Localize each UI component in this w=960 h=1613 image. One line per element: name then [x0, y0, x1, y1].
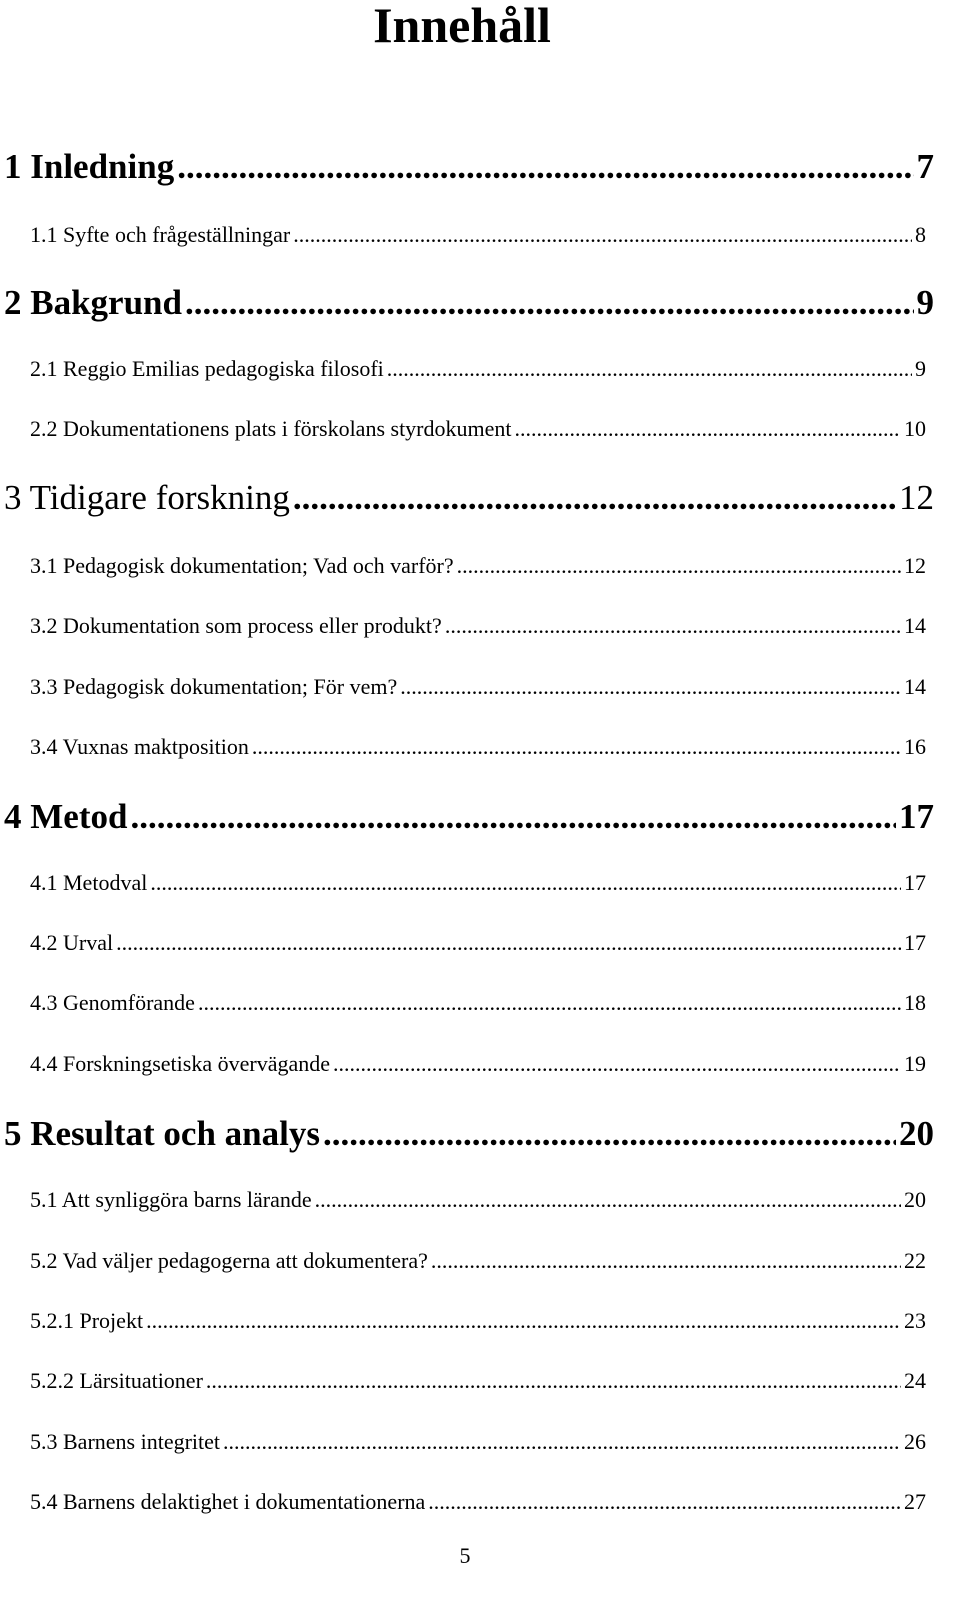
- toc-entry-page: 12: [904, 553, 926, 578]
- toc-entry-page: 20: [899, 1114, 934, 1153]
- toc-entry-label: 3.2 Dokumentation som process eller produkt?: [30, 613, 442, 638]
- toc-entry-page: 17: [899, 797, 934, 836]
- toc-entry-section-2-2[interactable]: [30, 416, 926, 442]
- toc-entry-section-1-1[interactable]: [30, 222, 926, 248]
- dot-leader: [387, 356, 912, 382]
- toc-entry-section-5-2-1[interactable]: [30, 1308, 926, 1334]
- toc-entry-page: 20: [904, 1187, 926, 1212]
- toc-entry-label: 2.1 Reggio Emilias pedagogiska filosofi: [30, 356, 384, 381]
- toc-entry-label: 1.1 Syfte och frågeställningar: [30, 222, 291, 247]
- toc-entry-label: 5.3 Barnens integritet: [30, 1429, 221, 1454]
- toc-entry-chapter-1[interactable]: [4, 147, 934, 187]
- dot-leader: [198, 990, 901, 1016]
- toc-entry-label: 4.2 Urval: [30, 930, 114, 955]
- toc-entry-label: 5.4 Barnens delaktighet i dokumentationerna: [30, 1489, 426, 1514]
- dot-leader: [252, 734, 901, 760]
- dot-leader: [177, 147, 913, 187]
- toc-entry-label: 4.3 Genomförande: [30, 990, 195, 1015]
- toc-entry-label: 4.4 Forskningsetiska övervägande: [30, 1051, 330, 1076]
- toc-entry-chapter-5[interactable]: [4, 1114, 934, 1154]
- toc-entry-page: 27: [904, 1489, 926, 1514]
- toc-entry-page: 26: [904, 1429, 926, 1454]
- toc-entry-page: 12: [899, 478, 934, 517]
- toc-entry-label: 3.4 Vuxnas maktposition: [30, 734, 249, 759]
- toc-entry-page: 19: [904, 1051, 926, 1076]
- toc-entry-section-5-4[interactable]: [30, 1489, 926, 1515]
- dot-leader: [150, 870, 901, 896]
- toc-entry-section-3-1[interactable]: [30, 553, 926, 579]
- toc-entry-label: 5.2.1 Projekt: [30, 1308, 144, 1333]
- toc-entry-page: 14: [904, 613, 926, 638]
- dot-leader: [206, 1368, 901, 1394]
- dot-leader: [515, 416, 902, 442]
- toc-entry-page: 7: [916, 147, 934, 186]
- dot-leader: [400, 674, 901, 700]
- toc-entry-page: 22: [904, 1248, 926, 1273]
- toc-entry-page: 24: [904, 1368, 926, 1393]
- toc-entry-section-4-3[interactable]: [30, 990, 926, 1016]
- toc-entry-label: 3.3 Pedagogisk dokumentation; För vem?: [30, 674, 398, 699]
- toc-entry-label: 2.2 Dokumentationens plats i förskolans styrdokument: [30, 416, 512, 441]
- toc-entry-label: 5.1 Att synliggöra barns lärande: [30, 1187, 312, 1212]
- dot-leader: [116, 930, 901, 956]
- toc-entry-page: 9: [916, 283, 934, 322]
- toc-entry-section-3-3[interactable]: [30, 674, 926, 700]
- toc-entry-section-4-4[interactable]: [30, 1051, 926, 1077]
- toc-entry-page: 9: [915, 356, 926, 381]
- dot-leader: [146, 1308, 901, 1334]
- toc-entry-label: 1 Inledning: [4, 147, 175, 186]
- toc-entry-section-5-1[interactable]: [30, 1187, 926, 1213]
- page-title: Innehåll: [373, 0, 551, 53]
- toc-entry-section-5-2-2[interactable]: [30, 1368, 926, 1394]
- dot-leader: [333, 1051, 901, 1077]
- toc-entry-label: 5.2.2 Lärsituationer: [30, 1368, 203, 1393]
- dot-leader: [185, 283, 914, 323]
- toc-entry-label: 5 Resultat och analys: [4, 1114, 320, 1153]
- toc-entry-label: 4 Metod: [4, 797, 128, 836]
- toc-entry-page: 18: [904, 990, 926, 1015]
- toc-entry-label: 4.1 Metodval: [30, 870, 148, 895]
- dot-leader: [457, 553, 901, 579]
- toc-entry-chapter-2[interactable]: [4, 283, 934, 323]
- toc-entry-page: 17: [904, 930, 926, 955]
- dot-leader: [428, 1489, 901, 1515]
- dot-leader: [130, 797, 896, 837]
- toc-entry-section-3-2[interactable]: [30, 613, 926, 639]
- toc-entry-section-4-2[interactable]: [30, 930, 926, 956]
- dot-leader: [223, 1429, 901, 1455]
- toc-entry-section-5-2[interactable]: [30, 1248, 926, 1274]
- toc-entry-section-4-1[interactable]: [30, 870, 926, 896]
- toc-entry-label: 5.2 Vad väljer pedagogerna att dokumentera?: [30, 1248, 428, 1273]
- dot-leader: [293, 478, 896, 518]
- dot-leader: [293, 222, 912, 248]
- toc-entry-page: 8: [915, 222, 926, 247]
- toc-entry-page: 10: [904, 416, 926, 441]
- toc-entry-page: 23: [904, 1308, 926, 1333]
- dot-leader: [445, 613, 901, 639]
- dot-leader: [315, 1187, 901, 1213]
- toc-entry-section-5-3[interactable]: [30, 1429, 926, 1455]
- toc-entry-label: 3.1 Pedagogisk dokumentation; Vad och varför?: [30, 553, 454, 578]
- toc-entry-label: 3 Tidigare forskning: [4, 478, 290, 517]
- toc-entry-section-3-4[interactable]: [30, 734, 926, 760]
- toc-entry-page: 14: [904, 674, 926, 699]
- dot-leader: [431, 1248, 901, 1274]
- toc-entry-chapter-3[interactable]: [4, 478, 934, 518]
- toc-entry-label: 2 Bakgrund: [4, 283, 182, 322]
- toc-entry-page: 16: [904, 734, 926, 759]
- dot-leader: [323, 1114, 896, 1154]
- page-number: 5: [459, 1543, 471, 1568]
- toc-entry-chapter-4[interactable]: [4, 797, 934, 837]
- toc-entry-page: 17: [904, 870, 926, 895]
- toc-entry-section-2-1[interactable]: [30, 356, 926, 382]
